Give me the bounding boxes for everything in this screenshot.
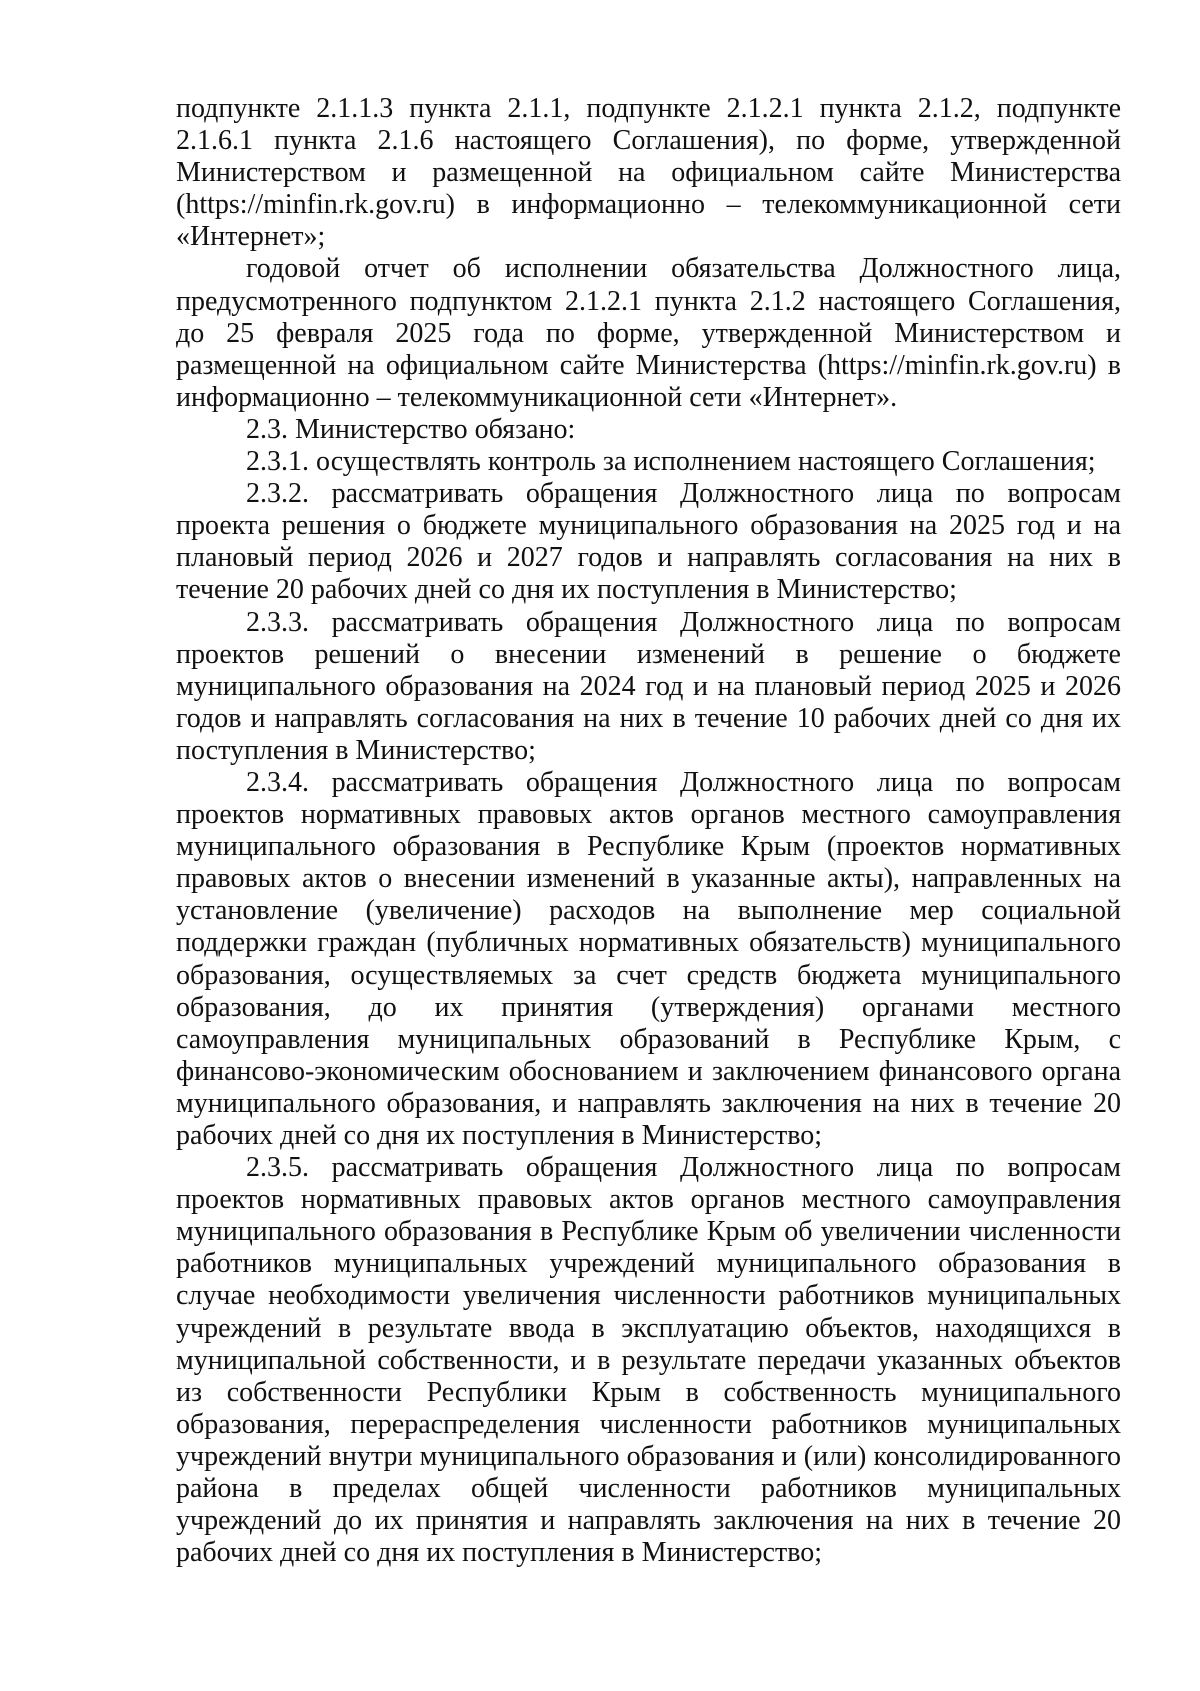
paragraph-2-3-3: 2.3.3. рассматривать обращения Должностного лица по вопросам проектов решений о внесении изменений в решение о бюджете муниципального образования на 2024 год и на плановый период 2025 и 2026 годов и направлять согласования на них в течение 10 рабочих дней со дня их поступления в Министерство; [176,606,1121,766]
paragraph-2-3-5: 2.3.5. рассматривать обращения Должностного лица по вопросам проектов нормативных правовых актов органов местного самоуправления муниципального образования в Республике Крым об увеличении численности работников муниципальных учреждений муниципального образования в случае необходимости увеличения численности работников муниципальных учреждений в результате ввода в эксплуатацию объектов, находящихся в муниципальной собственности, и в результате передачи указанных объектов из собственности Республики Крым в собственность муниципального образования, перераспределения численности работников муниципальных учреждений внутри муниципального образования и (или) консолидированного района в пределах общей численности работников муниципальных учреждений до их принятия и направлять заключения на них в течение 20 рабочих дней со дня их поступления в Министерство; [176,1152,1121,1569]
document-body [176,93,1121,1569]
paragraph-2-3-2: 2.3.2. рассматривать обращения Должностного лица по вопросам проекта решения о бюджете муниципального образования на 2025 год и на плановый период 2026 и 2027 годов и направлять согласования на них в течение 20 рабочих дней со дня их поступления в Министерство; [176,478,1121,606]
paragraph-2-3: 2.3. Министерство обязано: [246,413,576,445]
paragraph-annual-report: годовой отчет об исполнении обязательства Должностного лица, предусмотренного подпунктом 2.1.2.1 пункта 2.1.2 настоящего Соглашения, до 25 февраля 2025 года по форме, утвержденной Министерством и размещенной на официальном сайте Министерства (https://minfin.rk.gov.ru) в информационно – телекоммуникационной сети «Интернет». [176,253,1121,413]
paragraph-continuation: подпункте 2.1.1.3 пункта 2.1.1, подпункте 2.1.2.1 пункта 2.1.2, подпункте 2.1.6.1 пункта 2.1.6 настоящего Соглашения), по форме, утвержденной Министерством и размещенной на официальном сайте Министерства (https://minfin.rk.gov.ru) в информационно – телекоммуникационной сети «Интернет»; [176,93,1121,253]
paragraph-2-3-4: 2.3.4. рассматривать обращения Должностного лица по вопросам проектов нормативных правовых актов органов местного самоуправления муниципального образования в Республике Крым (проектов нормативных правовых актов о внесении изменений в указанные акты), направленных на установление (увеличение) расходов на выполнение мер социальной поддержки граждан (публичных нормативных обязательств) муниципального образования, осуществляемых за счет средств бюджета муниципального образования, до их принятия (утверждения) органами местного самоуправления муниципальных образований в Республике Крым, с финансово-экономическим обоснованием и заключением финансового органа муниципального образования, и направлять заключения на них в течение 20 рабочих дней со дня их поступления в Министерство; [176,766,1121,1151]
paragraph-2-3-1: 2.3.1. осуществлять контроль за исполнением настоящего Соглашения; [246,446,1096,478]
